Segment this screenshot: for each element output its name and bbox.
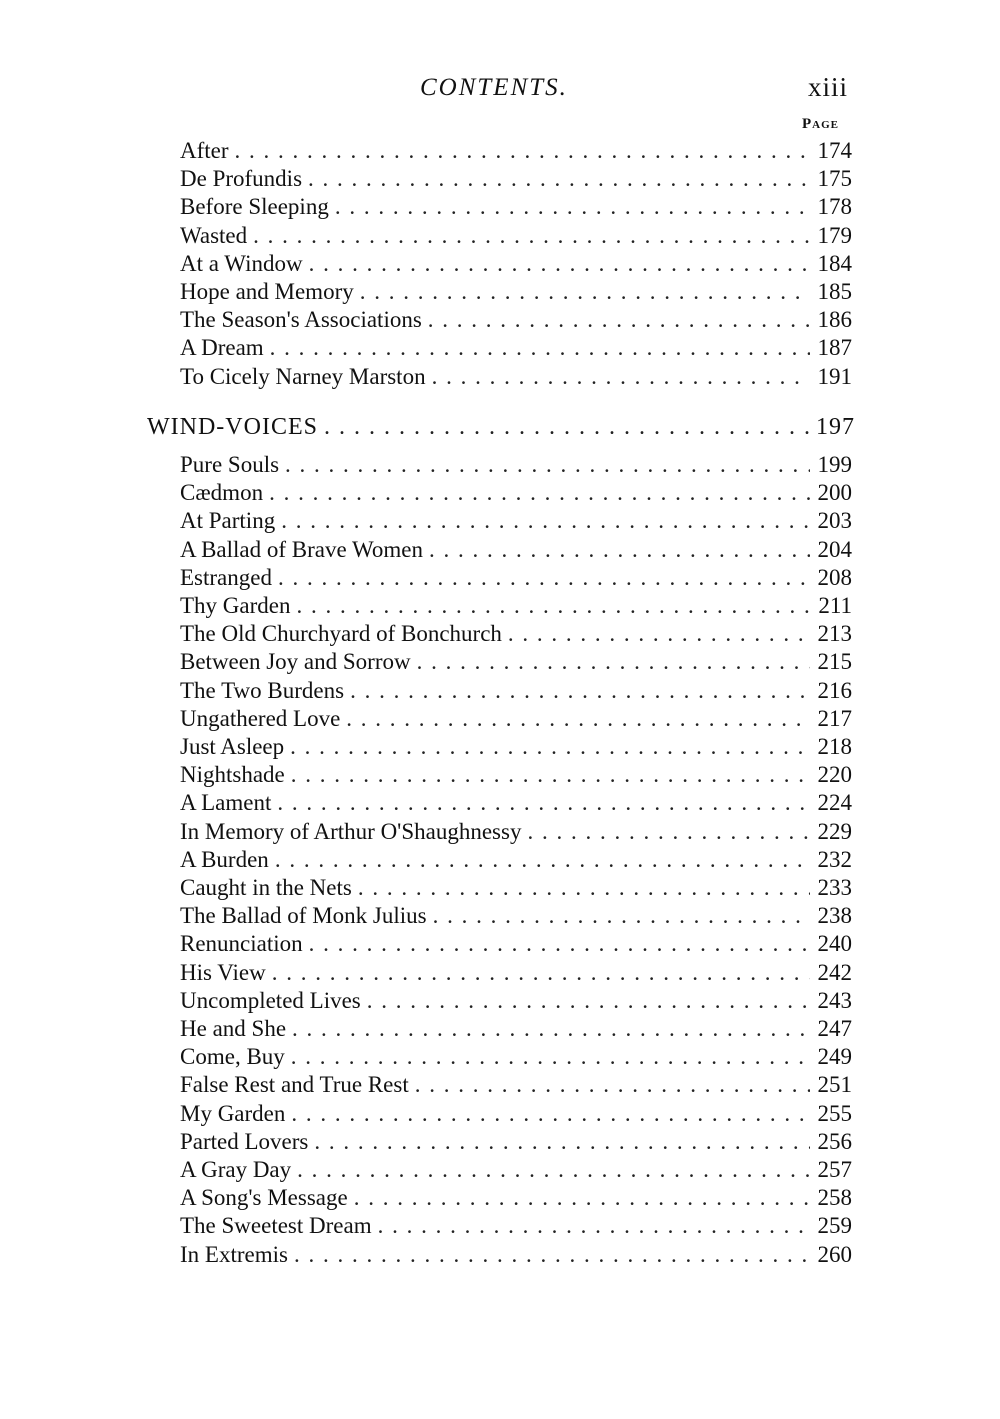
entry-title: Hope and Memory <box>180 279 354 304</box>
contents-entry <box>180 1242 852 1270</box>
dot-leader <box>285 762 810 788</box>
contents-entry <box>180 819 852 847</box>
entry-page-number: 199 <box>817 452 852 477</box>
dot-leader <box>361 988 810 1014</box>
contents-entry <box>180 847 852 875</box>
entry-title: Come, Buy <box>180 1044 285 1070</box>
entry-title: Between Joy and Sorrow <box>180 649 411 675</box>
contents-entry <box>180 931 852 959</box>
entry-title: A Gray Day <box>180 1157 292 1182</box>
dot-leader <box>291 1157 810 1183</box>
contents-entry <box>180 452 852 480</box>
entry-page-number: 213 <box>817 621 852 647</box>
entry-title: In Extremis <box>180 1241 288 1267</box>
dot-leader <box>521 819 810 845</box>
contents-entry <box>180 706 852 734</box>
entry-page-number: 243 <box>817 987 852 1013</box>
entry-page-number: 200 <box>817 480 852 506</box>
contents-entry <box>180 1157 852 1185</box>
entry-page-number: 186 <box>817 307 852 333</box>
entry-page-number: 175 <box>817 166 852 192</box>
entry-page-number: 255 <box>817 1100 852 1126</box>
entry-title: Estranged <box>180 564 272 590</box>
dot-leader <box>303 931 810 957</box>
dot-leader <box>275 508 810 534</box>
dot-leader <box>285 1044 810 1070</box>
contents-entry <box>180 1044 852 1072</box>
entry-page-number: 191 <box>817 363 852 389</box>
dot-leader <box>302 166 810 192</box>
contents-entry <box>180 1101 852 1129</box>
entry-title: The Season's Associations <box>180 307 422 333</box>
dot-leader <box>344 678 810 704</box>
entry-title: A Song's Message <box>180 1185 348 1211</box>
contents-entry <box>180 734 852 762</box>
entry-title: The Two Burdens <box>180 677 345 703</box>
entry-page-number: 257 <box>817 1157 852 1182</box>
contents-entry <box>180 480 852 508</box>
dot-leader <box>285 1101 810 1127</box>
entry-title: Before Sleeping <box>180 194 329 220</box>
entry-page-number: 184 <box>817 250 852 276</box>
contents-entry <box>180 364 852 392</box>
dot-leader <box>354 279 810 305</box>
entry-page-number: 259 <box>817 1213 852 1239</box>
dot-leader <box>352 875 810 901</box>
entry-page-number: 174 <box>817 138 852 163</box>
dot-leader <box>279 452 810 478</box>
contents-entry <box>180 223 852 251</box>
dot-leader <box>340 706 810 732</box>
entry-title: The Sweetest Dream <box>180 1213 372 1239</box>
entry-title: Wasted <box>180 222 248 248</box>
entry-title: To Cicely Narney Marston <box>180 363 426 389</box>
entry-page-number: 220 <box>817 762 852 788</box>
dot-leader <box>502 621 810 647</box>
dot-leader <box>427 903 810 929</box>
page-number: xiii <box>808 72 849 102</box>
contents-entry <box>180 875 852 903</box>
dot-leader <box>372 1213 810 1239</box>
running-title: CONTENTS. <box>420 74 568 101</box>
dot-leader <box>303 251 810 277</box>
entry-title: Nightshade <box>180 762 285 788</box>
entry-page-number: 185 <box>817 279 852 304</box>
dot-leader <box>286 1016 810 1042</box>
contents-entry <box>180 307 852 335</box>
entry-title: He and She <box>180 1016 287 1041</box>
entry-page-number: 258 <box>817 1185 852 1211</box>
contents-entry <box>180 537 852 565</box>
entry-page-number: 242 <box>817 959 852 985</box>
dot-leader <box>266 960 810 986</box>
entry-title: Just Asleep <box>180 734 285 759</box>
dot-leader <box>264 335 810 361</box>
entry-title: Ungathered Love <box>180 705 341 731</box>
contents-entry <box>180 678 852 706</box>
entry-page-number: 218 <box>817 734 852 759</box>
entry-page-number: 178 <box>817 194 852 220</box>
dot-leader <box>291 593 811 619</box>
entry-page-number: 249 <box>817 1044 852 1070</box>
dot-leader <box>272 565 810 591</box>
page-column-label: Page <box>802 116 839 132</box>
dot-leader <box>284 734 810 760</box>
entry-page-number: 224 <box>817 790 852 816</box>
contents-entry <box>180 279 852 307</box>
contents-entry <box>180 790 852 818</box>
contents-entry <box>180 166 852 194</box>
dot-leader <box>308 1129 810 1155</box>
contents-entry <box>180 508 852 536</box>
contents-entry <box>180 1016 852 1044</box>
entry-page-number: 247 <box>817 1016 852 1041</box>
contents-entry <box>180 762 852 790</box>
entry-title: A Dream <box>180 335 264 361</box>
contents-entry <box>180 621 852 649</box>
page-header <box>0 70 1000 110</box>
contents-entry <box>180 335 852 363</box>
dot-leader <box>229 138 810 164</box>
entry-page-number: 238 <box>817 903 852 929</box>
entry-title: At a Window <box>180 250 303 276</box>
dot-leader <box>422 307 810 333</box>
entry-title: Renunciation <box>180 931 303 957</box>
entry-title: False Rest and True Rest <box>180 1072 409 1098</box>
entry-title: After <box>180 138 229 163</box>
entry-page-number: 208 <box>817 564 852 590</box>
entry-title: Thy Garden <box>180 593 291 618</box>
dot-leader <box>423 537 810 563</box>
entry-title: Cædmon <box>180 480 264 506</box>
entry-page-number: 187 <box>817 335 852 361</box>
entry-page-number: 240 <box>817 931 852 957</box>
entry-title: De Profundis <box>180 166 303 192</box>
entry-page-number: 232 <box>817 846 852 872</box>
contents-entry <box>180 1072 852 1100</box>
entry-title: The Ballad of Monk Julius <box>180 903 427 929</box>
dot-leader <box>288 1242 810 1268</box>
entry-title: A Lament <box>180 790 272 816</box>
entry-page-number: 211 <box>818 593 852 618</box>
entry-title: Caught in the Nets <box>180 875 352 900</box>
section-title: WIND-VOICES <box>147 414 318 440</box>
contents-entry <box>180 194 852 222</box>
dot-leader <box>318 414 810 441</box>
entry-title: In Memory of Arthur O'Shaughnessy <box>180 818 522 844</box>
dot-leader <box>247 223 810 249</box>
entry-title: His View <box>180 959 266 985</box>
dot-leader <box>263 480 810 506</box>
contents-entry <box>180 251 852 279</box>
entry-page-number: 260 <box>817 1241 852 1267</box>
contents-entry <box>180 960 852 988</box>
contents-entry <box>180 138 852 166</box>
entry-page-number: 216 <box>817 677 852 703</box>
contents-entry <box>180 593 852 621</box>
section-heading-entry <box>147 414 855 442</box>
entry-page-number: 197 <box>816 414 855 440</box>
dot-leader <box>409 1072 810 1098</box>
dot-leader <box>426 364 810 390</box>
contents-entry <box>180 988 852 1016</box>
entry-title: The Old Churchyard of Bonchurch <box>180 621 502 647</box>
entry-page-number: 217 <box>817 705 852 731</box>
contents-entry <box>180 565 852 593</box>
contents-entry <box>180 1213 852 1241</box>
dot-leader <box>348 1185 810 1211</box>
entry-title: My Garden <box>180 1100 286 1126</box>
entry-page-number: 256 <box>817 1128 852 1154</box>
entry-page-number: 229 <box>817 818 852 844</box>
dot-leader <box>271 790 810 816</box>
entry-title: A Ballad of Brave Women <box>180 536 424 562</box>
entry-page-number: 251 <box>817 1072 852 1098</box>
contents-entry <box>180 1129 852 1157</box>
entry-page-number: 215 <box>817 649 852 675</box>
entry-page-number: 179 <box>817 222 852 248</box>
dot-leader <box>411 649 810 675</box>
contents-entry <box>180 649 852 677</box>
entry-title: A Burden <box>180 846 269 872</box>
entry-title: Uncompleted Lives <box>180 987 361 1013</box>
entry-title: Pure Souls <box>180 452 280 477</box>
entry-page-number: 203 <box>817 508 852 534</box>
entry-page-number: 233 <box>817 875 852 900</box>
dot-leader <box>269 847 810 873</box>
contents-entry <box>180 903 852 931</box>
entry-page-number: 204 <box>817 536 852 562</box>
contents-entry <box>180 1185 852 1213</box>
dot-leader <box>329 194 810 220</box>
entry-title: At Parting <box>180 508 276 534</box>
entry-title: Parted Lovers <box>180 1128 309 1154</box>
